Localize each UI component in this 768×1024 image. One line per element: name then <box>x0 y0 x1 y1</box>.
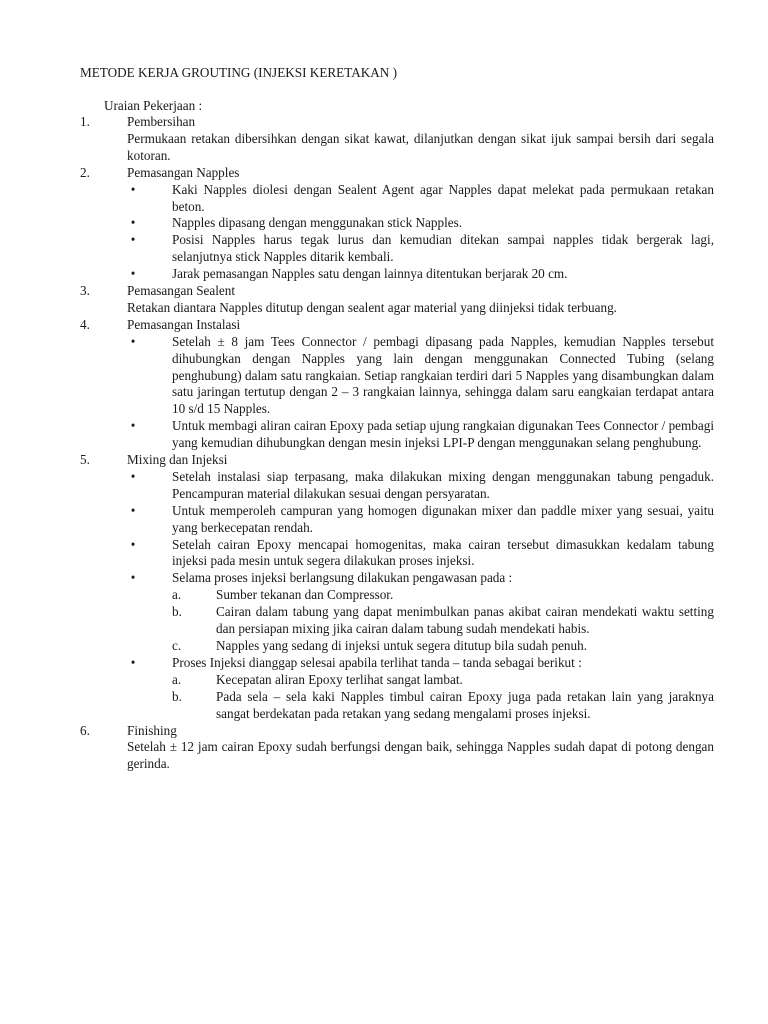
bullet-text: Setelah cairan Epoxy mencapai homogenitas, maka cairan tersebut dimasukkan kedalam tabung injeksi pada mesin untuk segera dilakukan proses injeksi. <box>172 536 714 569</box>
bullet-item <box>80 418 714 452</box>
bullet-icon: • <box>130 215 136 231</box>
bullet-list <box>80 182 714 283</box>
bullet-icon: • <box>130 232 136 248</box>
sub-item-text: Napples yang sedang di injeksi untuk segera ditutup bila sudah penuh. <box>216 638 588 654</box>
sub-item <box>80 672 714 689</box>
bullet-icon: • <box>130 181 136 197</box>
bullet-item <box>80 570 714 587</box>
sub-item-text: Kecepatan aliran Epoxy terlihat sangat lambat. <box>216 671 463 687</box>
section-pemasangan-napples <box>80 165 714 283</box>
bullet-text: Selama proses injeksi berlangsung dilakukan pengawasan pada : <box>172 570 513 586</box>
section-number: 1. <box>80 114 90 129</box>
section-pemasangan-sealent <box>80 283 714 317</box>
sub-list-tanda-selesai <box>80 672 714 723</box>
intro-heading: Uraian Pekerjaan : <box>104 98 203 113</box>
bullet-icon: • <box>130 468 136 484</box>
section-title: Finishing <box>127 722 177 738</box>
sub-item-text: Pada sela – sela kaki Napples timbul cairan Epoxy juga pada retakan lain yang jaraknya sangat berdekatan pada retakan yang sedang mengalami proses injeksi. <box>216 688 714 721</box>
bullet-icon: • <box>130 502 136 518</box>
bullet-item <box>80 334 714 419</box>
bullet-item <box>80 537 714 571</box>
section-title: Pembersihan <box>127 114 196 129</box>
section-title: Mixing dan Injeksi <box>127 452 228 468</box>
bullet-item <box>80 469 714 503</box>
sub-item-marker: b. <box>172 604 182 620</box>
bullet-icon: • <box>130 536 136 552</box>
section-finishing <box>80 723 714 774</box>
sub-item-marker: c. <box>172 638 182 654</box>
bullet-item <box>80 655 714 672</box>
bullet-list <box>80 469 714 587</box>
bullet-icon: • <box>130 654 136 670</box>
bullet-item <box>80 266 714 283</box>
bullet-text: Untuk memperoleh campuran yang homogen digunakan mixer dan paddle mixer yang sesuai, yaitu yang berkecepatan rendah. <box>172 502 714 535</box>
bullet-text: Proses Injeksi dianggap selesai apabila terlihat tanda – tanda sebagai berikut : <box>172 654 582 670</box>
bullet-text: Napples dipasang dengan menggunakan stick Napples. <box>172 215 463 231</box>
section-title: Pemasangan Sealent <box>127 283 236 299</box>
sub-item-marker: a. <box>172 587 182 603</box>
bullet-text: Setelah ± 8 jam Tees Connector / pembagi dipasang pada Napples, kemudian Napples tersebut dihubungkan dengan Napples yang lain dengan menggunakan Connected Tubing (selang penghubung) dalam satu rangkaian. Setiap rangkaian terdiri dari 5 Napples yang disambungkan dalam satu jaringan tertutup dengan 2 – 3 rangkaian lainnya, sehingga dalam saru eangkaian terdapat antara 10 s/d 15 Napples. <box>172 333 714 417</box>
bullet-icon: • <box>130 570 136 586</box>
sub-item <box>80 604 714 638</box>
sub-item <box>80 689 714 723</box>
section-pemasangan-instalasi <box>80 317 714 452</box>
section-mixing-dan-injeksi <box>80 452 714 722</box>
section-title: Pemasangan Instalasi <box>127 316 241 332</box>
bullet-icon: • <box>130 418 136 434</box>
bullet-text: Untuk membagi aliran cairan Epoxy pada setiap ujung rangkaian digunakan Tees Connector / pembagi yang kemudian dihubungkan dengan mesin injeksi LPI-P dengan menggunakan selang penghubung. <box>172 418 714 451</box>
section-paragraph: Setelah ± 12 jam cairan Epoxy sudah berfungsi dengan baik, sehingga Napples sudah dapat di potong dengan gerinda. <box>127 739 714 772</box>
sub-list-pengawasan <box>80 587 714 655</box>
section-number: 3. <box>80 283 90 299</box>
sub-item <box>80 638 714 655</box>
bullet-text: Posisi Napples harus tegak lurus dan kemudian ditekan sampai napples tidak bergerak lagi, selanjutnya stick Napples ditarik kembali. <box>172 232 714 265</box>
sub-item-marker: a. <box>172 671 182 687</box>
section-number: 2. <box>80 164 90 180</box>
sub-item-marker: b. <box>172 688 182 704</box>
section-paragraph: Permukaan retakan dibersihkan dengan sikat kawat, dilanjutkan dengan sikat ijuk sampai bersih dari segala kotoran. <box>127 130 714 163</box>
bullet-item <box>80 182 714 216</box>
bullet-list <box>80 334 714 452</box>
document-title: METODE KERJA GROUTING (INJEKSI KERETAKAN ) <box>80 65 398 80</box>
bullet-icon: • <box>130 333 136 349</box>
sub-item-text: Sumber tekanan dan Compressor. <box>216 587 394 603</box>
sub-item-text: Cairan dalam tabung yang dapat menimbulkan panas akibat cairan mendekati waktu setting dan persiapan mixing jika cairan dalam tabung sudah mendekati habis. <box>216 604 714 637</box>
document-body <box>80 114 714 773</box>
section-number: 6. <box>80 722 90 738</box>
section-pembersihan <box>80 114 714 165</box>
sub-item <box>80 587 714 604</box>
bullet-item <box>80 232 714 266</box>
section-number: 4. <box>80 316 90 332</box>
bullet-item <box>80 503 714 537</box>
bullet-text: Setelah instalasi siap terpasang, maka dilakukan mixing dengan menggunakan tabung pengaduk. Pencampuran material dilakukan sesuai dengan persyaratan. <box>172 468 714 501</box>
bullet-text: Kaki Napples diolesi dengan Sealent Agent agar Napples dapat melekat pada permukaan retakan beton. <box>172 181 714 214</box>
section-paragraph: Retakan diantara Napples ditutup dengan sealent agar material yang diinjeksi tidak terbuang. <box>127 299 617 315</box>
bullet-text: Jarak pemasangan Napples satu dengan lainnya ditentukan berjarak 20 cm. <box>172 266 568 282</box>
bullet-list <box>80 655 714 672</box>
section-title: Pemasangan Napples <box>127 164 240 180</box>
bullet-icon: • <box>130 266 136 282</box>
bullet-item <box>80 215 714 232</box>
section-number: 5. <box>80 452 90 468</box>
